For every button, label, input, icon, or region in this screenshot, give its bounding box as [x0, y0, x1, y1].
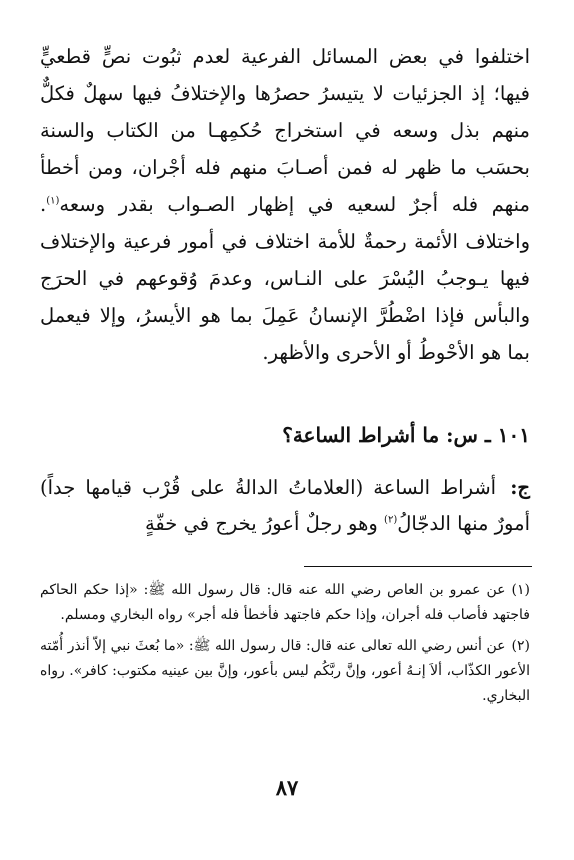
footnote-separator — [304, 566, 532, 567]
answer-body-continued: وهو رجلٌ أعورُ يخرج في خفّةٍ — [144, 512, 385, 535]
footnote-text: عن عمرو بن العاص رضي الله عنه قال: قال رسول الله ﷺ: «إذا حكم الحاكم فاجتهد فأصاب فله أجران، وإذا حكم فاجتهد فأخطأ فله أجر» رواه البخاري ومسلم. — [40, 582, 530, 623]
footnotes — [40, 578, 530, 715]
page-number: ٨٧ — [275, 775, 299, 800]
footnote-ref-2: (٢) — [384, 514, 398, 526]
answer-label: ج: — [510, 476, 530, 499]
body-paragraph — [40, 38, 530, 371]
footnote-number: (١) — [511, 582, 530, 598]
answer-text — [40, 470, 530, 542]
footnote-number: (٢) — [511, 638, 530, 654]
body-text-continued: . واختلاف الأئمة رحمةٌ للأمة اختلاف في أمور فرعية والإختلاف فيها يـوجبُ اليُسْرَ على النـاس، وعدمَ وُقوعهم في الحرَج والبأس فإذا اضْطُرَّ الإنسانُ عَمِلَ بما هو الأيسرُ، وإلا فيعمل بما هو الأحْوطُ أو الأحرى والأظهر. — [40, 193, 530, 364]
answer-body: أشراط الساعة (العلاماتُ الدالةُ على قُرْب قيامها جداً) أمورٌ منها الدجّالُ — [40, 476, 530, 535]
footnote-text: عن أنس رضي الله تعالى عنه قال: قال رسول الله ﷺ: «ما بُعثَ نبي إلاّ أنذر أُمّته الأعور الكذّاب، ألاَ إنـهُ أعور، وإنَّ ربَّكُم ليس بأعور، وإنَّ بين عينيه مكتوب: كافر». رواه البخاري. — [40, 638, 530, 704]
main-text — [40, 38, 530, 371]
body-text: اختلفوا في بعض المسائل الفرعية لعدم ثبُوت نصٍّ قطعيٍّ فيها؛ إذ الجزئيات لا يتيسرُ حصرُها والإختلافُ فيها سهلٌ فكلٌّ منهم بذل وسعه في استخراج حُكمِهـا من الكتاب والسنة بحسَب ما ظهر له فمن أصـابَ منهم فله أجْران، ومن أخطأ منهم فله أجرٌ لسعيه في إظهار الصـواب بقدر وسعه — [40, 45, 530, 216]
question-heading: ١٠١ ـ س: ما أشراط الساعة؟ — [282, 423, 530, 447]
footnote-ref-1: (١) — [46, 195, 60, 207]
footnote-2 — [40, 634, 530, 709]
footnote-1 — [40, 578, 530, 628]
